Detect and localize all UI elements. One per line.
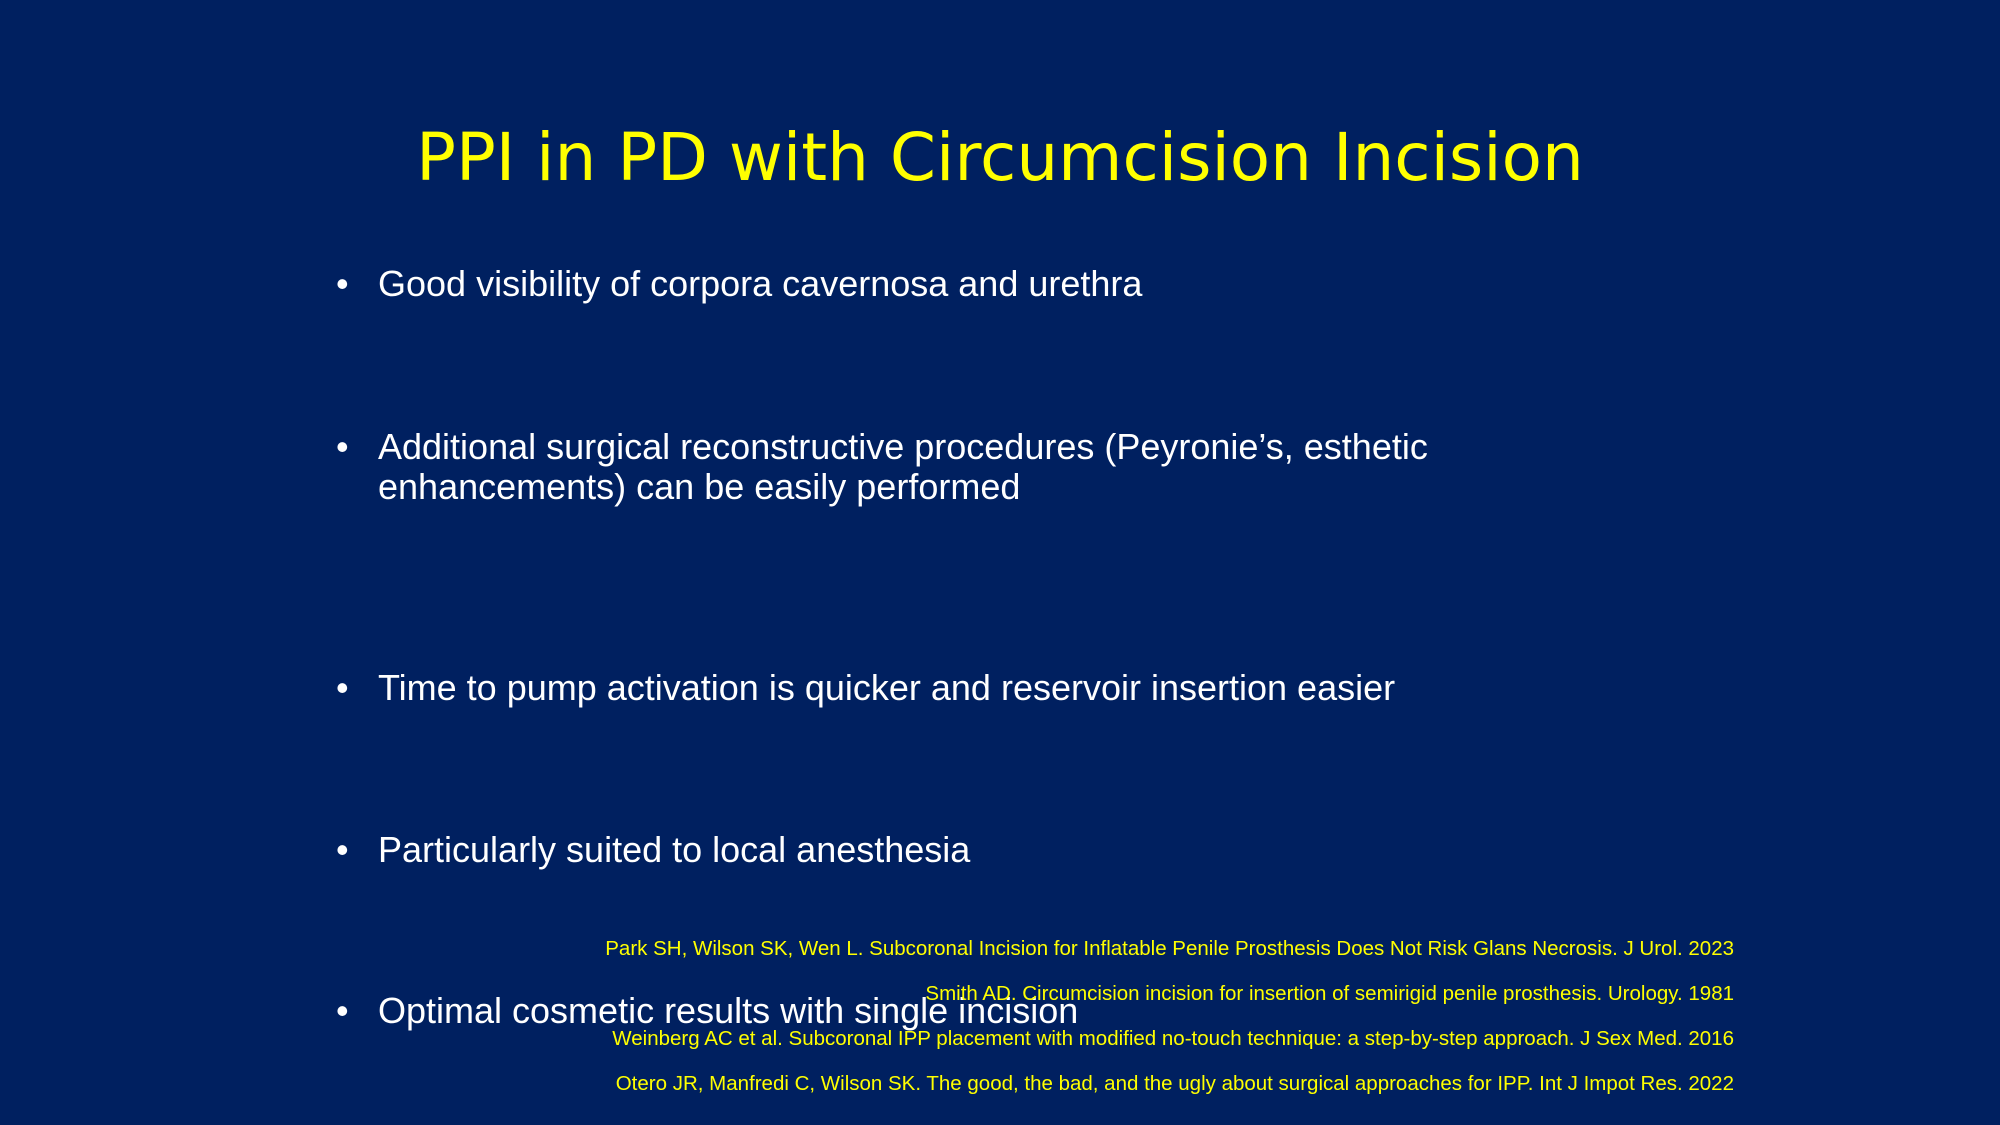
bullet-item [336,668,1528,708]
bullet-item [336,427,1528,507]
bullet-icon: • [336,263,349,304]
bullet-text: Optimal cosmetic results with single incision [378,990,1079,1031]
bullet-text: Good visibility of corpora cavernosa and urethra [378,263,1143,304]
bullet-item [336,264,1528,304]
bullet-text: Particularly suited to local anesthesia [378,829,971,870]
bullet-icon: • [336,426,349,467]
reference-item: Park SH, Wilson SK, Wen L. Subcoronal Incision for Inflatable Penile Prosthesis Does Not Risk Glans Necrosis. J Urol. 2023 [605,937,1734,960]
bullet-text: Additional surgical reconstructive procedures (Peyronie’s, esthetic enhancements) can be easily performed [378,426,1428,507]
reference-item: Smith AD. Circumcision incision for insertion of semirigid penile prosthesis. Urology. 1981 [925,982,1734,1005]
reference-item: Otero JR, Manfredi C, Wilson SK. The good, the bad, and the ugly about surgical approaches for IPP. Int J Impot Res. 2022 [615,1072,1734,1095]
reference-item: Weinberg AC et al. Subcoronal IPP placement with modified no-touch technique: a step-by-step approach. J Sex Med. 2016 [612,1027,1734,1050]
bullet-icon: • [336,667,349,708]
bullet-icon: • [336,990,349,1031]
slide-title: PPI in PD with Circumcision Incision [416,119,1584,196]
bullet-text: Time to pump activation is quicker and reservoir insertion easier [378,667,1396,708]
bullet-icon: • [336,829,349,870]
bullet-item [336,830,1528,870]
